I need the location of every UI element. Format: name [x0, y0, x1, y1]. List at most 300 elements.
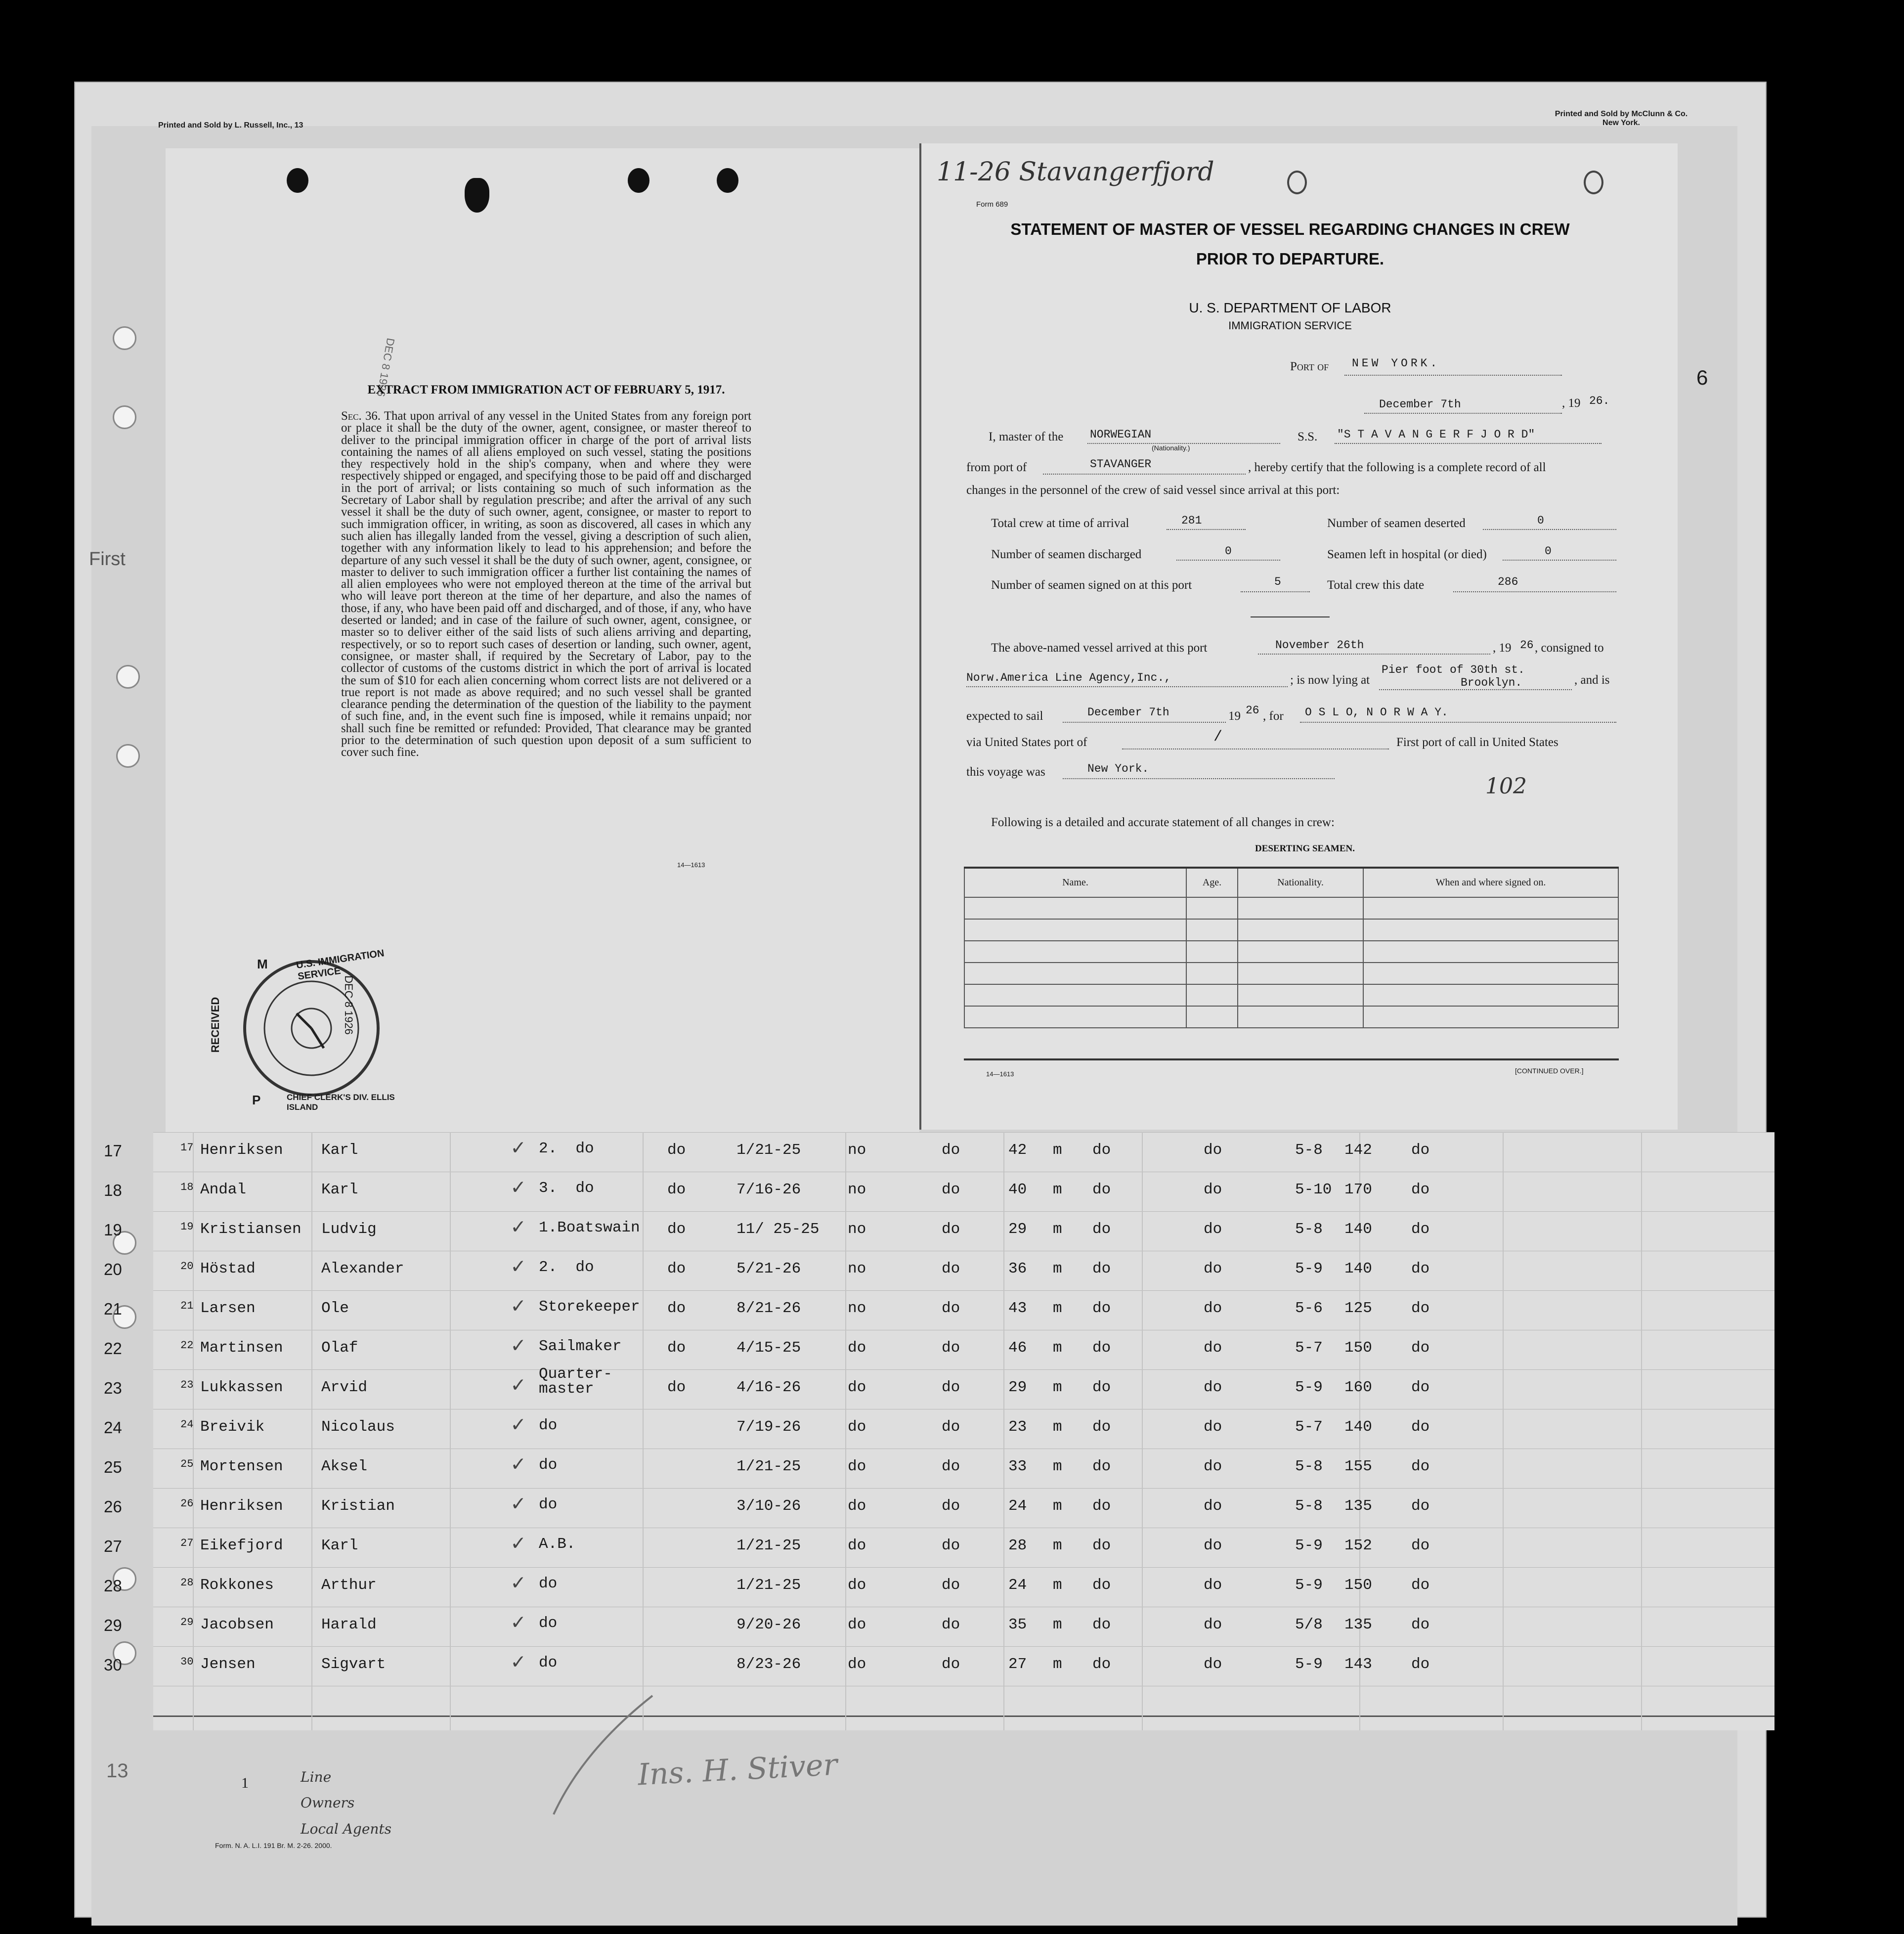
- cell-col7: no: [848, 1221, 866, 1238]
- cell-position: do: [539, 1496, 558, 1513]
- table-row: [964, 897, 1618, 919]
- row-margin-number: 28: [104, 1577, 122, 1595]
- cell-given: Karl: [321, 1181, 358, 1198]
- cell-col8: do: [942, 1300, 960, 1317]
- cell-col5: do: [667, 1379, 686, 1396]
- check-mark-icon: ✓: [512, 1137, 525, 1161]
- cell-surname: Jensen: [200, 1656, 256, 1673]
- cell-position: do: [539, 1417, 558, 1434]
- cell-date: 9/20-26: [736, 1616, 801, 1633]
- bottom-number: 13: [106, 1760, 129, 1782]
- from-port-value: STAVANGER: [1090, 458, 1152, 471]
- cell-date: 3/10-26: [736, 1497, 801, 1515]
- cell-col15: do: [1411, 1379, 1430, 1396]
- cell-date: 1/21-25: [736, 1142, 801, 1159]
- act-title: EXTRACT FROM IMMIGRATION ACT OF FEBRUARY 5, 1917.: [367, 383, 725, 396]
- cell-col8: do: [942, 1181, 960, 1198]
- row-margin-number: 23: [104, 1379, 122, 1397]
- cell-sex: m: [1053, 1418, 1062, 1436]
- cell-given: Karl: [321, 1142, 358, 1159]
- hospital-line: [1503, 560, 1616, 561]
- check-mark-icon: ✓: [512, 1255, 525, 1280]
- cell-given: Kristian: [321, 1497, 395, 1515]
- cell-position: 2. do: [539, 1259, 594, 1276]
- cell-surname: Breivik: [200, 1418, 265, 1436]
- table-row: [104, 1649, 1774, 1688]
- cell-no: 20: [180, 1260, 194, 1273]
- via-line: [1122, 748, 1389, 749]
- row-margin-number: 29: [104, 1616, 122, 1634]
- cell-given: Harald: [321, 1616, 377, 1633]
- cell-col7: do: [848, 1339, 866, 1357]
- cell-col5: do: [667, 1300, 686, 1317]
- cell-date: 5/21-26: [736, 1260, 801, 1277]
- cell-sex: m: [1053, 1142, 1062, 1159]
- table-row: [104, 1530, 1774, 1570]
- cell-col5: do: [667, 1142, 686, 1159]
- check-mark-icon: ✓: [512, 1493, 525, 1517]
- statement-date: December 7th: [1379, 398, 1461, 411]
- arrived-year-prefix: , 19: [1493, 641, 1512, 655]
- cell-sex: m: [1053, 1497, 1062, 1515]
- check-mark-icon: ✓: [512, 1295, 525, 1319]
- handwritten-header: 11-26 Stavangerfjord: [937, 157, 1214, 187]
- cell-given: Karl: [321, 1537, 358, 1554]
- cell-date: 1/21-25: [736, 1537, 801, 1554]
- cell-col8: do: [942, 1260, 960, 1277]
- cell-col11: do: [1092, 1616, 1111, 1633]
- check-mark-icon: ✓: [512, 1413, 525, 1438]
- cell-given: Ludvig: [321, 1221, 377, 1238]
- check-mark-icon: ✓: [512, 1572, 525, 1596]
- cell-date: 8/23-26: [736, 1656, 801, 1673]
- cell-sex: m: [1053, 1181, 1062, 1198]
- cell-no: 27: [180, 1537, 194, 1549]
- hospital-value: 0: [1545, 545, 1552, 558]
- department: U. S. DEPARTMENT OF LABOR: [1189, 300, 1391, 315]
- cell-age: 46: [1008, 1339, 1027, 1357]
- cell-height: 5-9: [1295, 1379, 1323, 1396]
- from-port-label: from port of: [966, 461, 1027, 474]
- cell-no: 24: [180, 1418, 194, 1431]
- cell-col12: do: [1204, 1221, 1222, 1238]
- cell-weight: 150: [1344, 1577, 1372, 1594]
- cell-age: 23: [1008, 1418, 1027, 1436]
- signed-on-label: Number of seamen signed on at this port: [991, 578, 1192, 592]
- cell-age: 28: [1008, 1537, 1027, 1554]
- binder-hole: [113, 326, 136, 350]
- signed-on-line: [1241, 591, 1310, 592]
- total-crew-date: 286: [1498, 575, 1518, 588]
- cell-col8: do: [942, 1616, 960, 1633]
- check-mark-icon: ✓: [512, 1532, 525, 1557]
- table-row: [104, 1332, 1774, 1372]
- cell-age: 42: [1008, 1142, 1027, 1159]
- row-margin-number: 20: [104, 1260, 122, 1278]
- cell-col15: do: [1411, 1458, 1430, 1475]
- page-marker: 6: [1696, 366, 1708, 389]
- separator: [1251, 616, 1330, 617]
- cell-surname: Henriksen: [200, 1497, 283, 1515]
- row-margin-number: 25: [104, 1458, 122, 1476]
- act-body: [341, 410, 751, 759]
- cell-weight: 125: [1344, 1300, 1372, 1317]
- continued-over: [CONTINUED OVER.]: [1515, 1067, 1584, 1075]
- cell-col8: do: [942, 1537, 960, 1554]
- cell-col11: do: [1092, 1221, 1111, 1238]
- consigned-label: , consigned to: [1535, 641, 1604, 655]
- check-mark-icon: ✓: [512, 1611, 525, 1636]
- cell-sex: m: [1053, 1379, 1062, 1396]
- nationality-value: NORWEGIAN: [1090, 428, 1152, 441]
- cell-col7: do: [848, 1497, 866, 1515]
- for-label: , for: [1263, 709, 1284, 723]
- form-title-line1: STATEMENT OF MASTER OF VESSEL REGARDING CHANGES IN CREW: [1010, 220, 1570, 238]
- cell-col8: do: [942, 1379, 960, 1396]
- cell-height: 5-9: [1295, 1656, 1323, 1673]
- cell-col11: do: [1092, 1379, 1111, 1396]
- stamp-top-text: U.S. IMMIGRATION SERVICE: [295, 948, 385, 982]
- master-label: I, master of the: [989, 430, 1064, 443]
- cell-given: Nicolaus: [321, 1418, 395, 1436]
- printer-imprint-left: Printed and Sold by L. Russell, Inc., 13: [158, 121, 303, 130]
- and-is-label: , and is: [1574, 673, 1610, 687]
- cell-col11: do: [1092, 1260, 1111, 1277]
- act-text: That upon arrival of any vessel in the United States from any foreign port or place it shall be the duty of the owner, agent, consignee, or master thereof to deliver to the principal immigration officer in charge of the port of arrival lists containing the names of all aliens employed on such vessel, stating the positions they respectively hold in the ship's company, when and where they were respectively shipped or engaged, and specifying those to be paid off and discharged in the port of arrival; or lists containing so much of such information as the Secretary of Labor shall by regulation prescribe; and after the arrival of any such vessel it shall be the duty of such owner, agent, consignee, or master to report to such immigration officer, in writing, as soon as discovered, all cases in which any such alien has illegally landed from the vessel, giving a description of such alien, together with any information likely to lead to his apprehension; and before the departure of any such vessel it shall be the duty of such owner, agent, consignee, or master to deliver to such immigration officer a further list containing the names of all alien employees who were not employed thereon at the time of the arrival but who will leave port thereon at the time of her departure, and also the names of those, if any, who have been paid off and discharged, and of those, if any, who have deserted or landed; and in case of the failure of such owner, agent, consignee, or master so to deliver either of the said lists of such aliens arriving and departing, respectively, or so to report such cases of desertion or landing, such owner, agent, consignee, or master shall, if required by the Secretary of Labor, pay to the collector of customs of the customs district in which the port of arrival is located the sum of $10 for each alien concerning whom correct lists are not delivered or a true report is not made as above required; and no such vessel shall be granted clearance pending the determination of the question of the liability to the payment of such fine, and, in the event such fine is imposed, while it remains unpaid; nor shall such fine be remitted or refunded: Provided, That clearance may be granted prior to the determination of such question upon deposit of a sum sufficient to cover such fine.: [341, 409, 751, 759]
- deserting-seamen-table: [964, 867, 1619, 1028]
- row-margin-number: 26: [104, 1497, 122, 1516]
- cell-col15: do: [1411, 1260, 1430, 1277]
- via-value: /: [1213, 729, 1223, 746]
- table-row: [104, 1135, 1774, 1174]
- cell-col7: do: [848, 1537, 866, 1554]
- binder-hole: [113, 405, 136, 429]
- arrived-line: [1258, 654, 1490, 655]
- table-row: [104, 1174, 1774, 1214]
- col-when-where: When and where signed on.: [1363, 868, 1618, 897]
- via-label: via United States port of: [966, 736, 1087, 749]
- cell-age: 27: [1008, 1656, 1027, 1673]
- cell-age: 35: [1008, 1616, 1027, 1633]
- cell-weight: 155: [1344, 1458, 1372, 1475]
- table-row: [964, 963, 1618, 984]
- cell-age: 40: [1008, 1181, 1027, 1198]
- cell-position: do: [539, 1575, 558, 1592]
- printer-imprint-right: Printed and Sold by McClunn & Co. New York.: [1555, 110, 1688, 127]
- deserted-label: Number of seamen deserted: [1327, 517, 1466, 530]
- cell-no: 26: [180, 1497, 194, 1510]
- table-row: [104, 1253, 1774, 1293]
- cell-col12: do: [1204, 1181, 1222, 1198]
- expected-line: [1063, 722, 1226, 723]
- cell-surname: Mortensen: [200, 1458, 283, 1475]
- cell-surname: Jacobsen: [200, 1616, 274, 1633]
- cell-given: Arvid: [321, 1379, 368, 1396]
- cell-given: Alexander: [321, 1260, 404, 1277]
- service: IMMIGRATION SERVICE: [1228, 319, 1352, 332]
- nationality-caption: (Nationality.): [1152, 444, 1190, 452]
- vessel-name: "S T A V A N G E R F J O R D": [1337, 428, 1535, 441]
- cell-col11: do: [1092, 1577, 1111, 1594]
- cell-no: 28: [180, 1577, 194, 1589]
- cell-col15: do: [1411, 1616, 1430, 1633]
- legend-line: Line: [301, 1769, 332, 1785]
- year-prefix: , 19: [1562, 396, 1581, 410]
- cell-weight: 152: [1344, 1537, 1372, 1554]
- binder-hole: [116, 744, 140, 768]
- cell-col11: do: [1092, 1497, 1111, 1515]
- row-margin-number: 17: [104, 1142, 122, 1160]
- cell-position: do: [539, 1654, 558, 1671]
- cell-col15: do: [1411, 1497, 1430, 1515]
- cell-weight: 140: [1344, 1221, 1372, 1238]
- cell-surname: Henriksen: [200, 1142, 283, 1159]
- cell-col5: do: [667, 1181, 686, 1198]
- table-row: [964, 1006, 1618, 1028]
- check-mark-icon: ✓: [512, 1453, 525, 1478]
- cell-col15: do: [1411, 1656, 1430, 1673]
- cell-col15: do: [1411, 1339, 1430, 1357]
- deserted-value: 0: [1537, 514, 1544, 527]
- cell-col7: do: [848, 1656, 866, 1673]
- cell-age: 24: [1008, 1577, 1027, 1594]
- cell-date: 8/21-26: [736, 1300, 801, 1317]
- lying-value: Pier foot of 30th st.: [1382, 663, 1525, 676]
- port-line: [1344, 375, 1562, 376]
- cell-col7: no: [848, 1181, 866, 1198]
- cell-sex: m: [1053, 1616, 1062, 1633]
- sail-year: 26: [1246, 704, 1259, 717]
- signature: Ins. H. Stiver: [637, 1747, 838, 1793]
- cell-height: 5-8: [1295, 1142, 1323, 1159]
- from-port-line: [1043, 474, 1246, 475]
- stamp-m: M: [257, 957, 268, 971]
- punch-hole: [1584, 171, 1603, 194]
- cell-given: Sigvart: [321, 1656, 386, 1673]
- cell-no: 21: [180, 1300, 194, 1312]
- row-margin-number: 18: [104, 1181, 122, 1199]
- cell-col15: do: [1411, 1221, 1430, 1238]
- cell-col8: do: [942, 1577, 960, 1594]
- row-margin-number: 19: [104, 1221, 122, 1239]
- expected-value: December 7th: [1087, 706, 1169, 719]
- cell-col8: do: [942, 1497, 960, 1515]
- cell-surname: Rokkones: [200, 1577, 274, 1594]
- cell-date: 1/21-25: [736, 1458, 801, 1475]
- voyage-line: [1063, 778, 1335, 779]
- punch-hole: [1287, 171, 1307, 194]
- cell-date: 4/16-26: [736, 1379, 801, 1396]
- cell-col5: do: [667, 1221, 686, 1238]
- cell-surname: Kristiansen: [200, 1221, 302, 1238]
- right-form-code: 14—1613: [986, 1070, 1014, 1078]
- stamp-mid-text: CHIEF CLERK'S DIV. ELLIS ISLAND: [287, 1093, 395, 1112]
- table-row: [104, 1570, 1774, 1609]
- cell-col7: no: [848, 1260, 866, 1277]
- cell-col12: do: [1204, 1616, 1222, 1633]
- cell-weight: 140: [1344, 1418, 1372, 1436]
- table-row: [104, 1411, 1774, 1451]
- discharged-value: 0: [1225, 545, 1232, 558]
- cell-col15: do: [1411, 1577, 1430, 1594]
- port-value: NEW YORK.: [1352, 357, 1440, 370]
- cell-surname: Höstad: [200, 1260, 256, 1277]
- cell-height: 5-9: [1295, 1260, 1323, 1277]
- cell-no: 30: [180, 1656, 194, 1668]
- cell-age: 43: [1008, 1300, 1027, 1317]
- lying-label: ; is now lying at: [1290, 673, 1370, 687]
- deserting-seamen-title: DESERTING SEAMEN.: [1255, 843, 1355, 854]
- cell-col7: no: [848, 1300, 866, 1317]
- cell-col7: do: [848, 1418, 866, 1436]
- torn-hole: [465, 178, 489, 213]
- consignee-line: [966, 686, 1288, 687]
- discharged-label: Number of seamen discharged: [991, 548, 1142, 561]
- rotated-date-stamp: DEC 8 1926: [374, 337, 397, 398]
- cell-col11: do: [1092, 1656, 1111, 1673]
- cell-col11: do: [1092, 1418, 1111, 1436]
- cell-surname: Andal: [200, 1181, 247, 1198]
- cell-date: 7/19-26: [736, 1418, 801, 1436]
- cell-sex: m: [1053, 1339, 1062, 1357]
- cell-col5: do: [667, 1339, 686, 1357]
- cell-col12: do: [1204, 1497, 1222, 1515]
- cell-height: 5-9: [1295, 1577, 1323, 1594]
- check-mark-icon: ✓: [512, 1216, 525, 1240]
- cell-col12: do: [1204, 1300, 1222, 1317]
- total-crew-arrival-label: Total crew at time of arrival: [991, 517, 1129, 530]
- cell-sex: m: [1053, 1260, 1062, 1277]
- arrived-label: The above-named vessel arrived at this port: [991, 641, 1208, 655]
- cell-weight: 170: [1344, 1181, 1372, 1198]
- cell-no: 23: [180, 1379, 194, 1391]
- table-row: [104, 1214, 1774, 1253]
- cell-col8: do: [942, 1656, 960, 1673]
- punch-hole: [628, 168, 649, 193]
- row-margin-number: 22: [104, 1339, 122, 1358]
- total-crew-date-line: [1453, 591, 1616, 592]
- stamp-date: DEC 8 1926: [342, 975, 355, 1035]
- cell-height: 5-9: [1295, 1537, 1323, 1554]
- table-row: [104, 1293, 1774, 1332]
- cell-col15: do: [1411, 1300, 1430, 1317]
- back-form-number: Form. N. A. L.I. 191 Br. M. 2-26. 2000.: [215, 1842, 332, 1849]
- table-row: [104, 1365, 1774, 1411]
- handwritten-number: 102: [1485, 774, 1527, 799]
- table-row: [964, 984, 1618, 1006]
- cell-date: 7/16-26: [736, 1181, 801, 1198]
- cell-no: 19: [180, 1221, 194, 1233]
- cell-col12: do: [1204, 1142, 1222, 1159]
- cell-col11: do: [1092, 1300, 1111, 1317]
- cell-col8: do: [942, 1339, 960, 1357]
- cell-height: 5-8: [1295, 1497, 1323, 1515]
- destination-line: [1300, 722, 1616, 723]
- cell-position: Quarter- master: [539, 1365, 612, 1398]
- legend-local-agents: Local Agents: [301, 1821, 392, 1837]
- cell-age: 29: [1008, 1379, 1027, 1396]
- lying-line: [1379, 689, 1572, 690]
- cell-col12: do: [1204, 1656, 1222, 1673]
- cell-col15: do: [1411, 1537, 1430, 1554]
- cell-col15: do: [1411, 1418, 1430, 1436]
- voyage-label: this voyage was: [966, 765, 1045, 779]
- cell-position: 2. do: [539, 1140, 594, 1157]
- cell-age: 36: [1008, 1260, 1027, 1277]
- following-text: Following is a detailed and accurate statement of all changes in crew:: [991, 816, 1335, 829]
- cell-given: Olaf: [321, 1339, 358, 1357]
- cell-no: 17: [180, 1142, 194, 1154]
- year-suffix: 26.: [1589, 395, 1610, 407]
- left-form-code: 14—1613: [677, 861, 705, 869]
- arrived-value: November 26th: [1275, 639, 1364, 652]
- total-crew-arrival-line: [1167, 529, 1246, 530]
- cell-col12: do: [1204, 1577, 1222, 1594]
- cell-position: Sailmaker: [539, 1338, 622, 1355]
- cell-height: 5-8: [1295, 1221, 1323, 1238]
- cell-col7: do: [848, 1616, 866, 1633]
- cell-col15: do: [1411, 1142, 1430, 1159]
- col-name: Name.: [964, 868, 1186, 897]
- cell-col12: do: [1204, 1260, 1222, 1277]
- total-crew-arrival: 281: [1181, 514, 1202, 527]
- cell-sex: m: [1053, 1300, 1062, 1317]
- received-stamp: [209, 944, 395, 1122]
- expected-label: expected to sail: [966, 709, 1043, 723]
- form-title-line2: PRIOR TO DEPARTURE.: [1196, 250, 1385, 268]
- first-port-label: First port of call in United States: [1396, 736, 1558, 749]
- cell-position: do: [539, 1456, 558, 1474]
- row-margin-number: 24: [104, 1418, 122, 1437]
- cell-surname: Eikefjord: [200, 1537, 283, 1554]
- destination-value: O S L O, N O R W A Y.: [1305, 706, 1448, 719]
- cell-given: Ole: [321, 1300, 349, 1317]
- signed-on-value: 5: [1274, 575, 1281, 588]
- row-margin-number: 27: [104, 1537, 122, 1555]
- check-mark-icon: ✓: [512, 1374, 525, 1399]
- col-age: Age.: [1186, 868, 1238, 897]
- cell-date: 11/ 25-25: [736, 1221, 820, 1238]
- cell-position: do: [539, 1615, 558, 1632]
- stamp-received: RECEIVED: [209, 997, 222, 1053]
- cell-height: 5-8: [1295, 1458, 1323, 1475]
- cell-weight: 150: [1344, 1339, 1372, 1357]
- cell-col11: do: [1092, 1339, 1111, 1357]
- cell-weight: 135: [1344, 1497, 1372, 1515]
- col-nationality: Nationality.: [1238, 868, 1363, 897]
- cell-height: 5-10: [1295, 1181, 1332, 1198]
- cell-surname: Lukkassen: [200, 1379, 283, 1396]
- cell-col12: do: [1204, 1458, 1222, 1475]
- cell-position: A.B.: [539, 1536, 576, 1553]
- cell-col8: do: [942, 1418, 960, 1436]
- cell-position: Storekeeper: [539, 1298, 640, 1316]
- cell-sex: m: [1053, 1656, 1062, 1673]
- cell-col5: do: [667, 1260, 686, 1277]
- cell-surname: Martinsen: [200, 1339, 283, 1357]
- cell-col7: do: [848, 1577, 866, 1594]
- cell-no: 29: [180, 1616, 194, 1628]
- cell-col7: do: [848, 1458, 866, 1475]
- cell-no: 25: [180, 1458, 194, 1470]
- sail-year-prefix: 19: [1228, 709, 1241, 723]
- cell-sex: m: [1053, 1458, 1062, 1475]
- date-line: [1364, 413, 1562, 414]
- check-mark-icon: ✓: [512, 1176, 525, 1201]
- cell-col12: do: [1204, 1339, 1222, 1357]
- crew-ledger: [104, 1132, 1774, 1730]
- port-label: Port of: [1290, 360, 1329, 373]
